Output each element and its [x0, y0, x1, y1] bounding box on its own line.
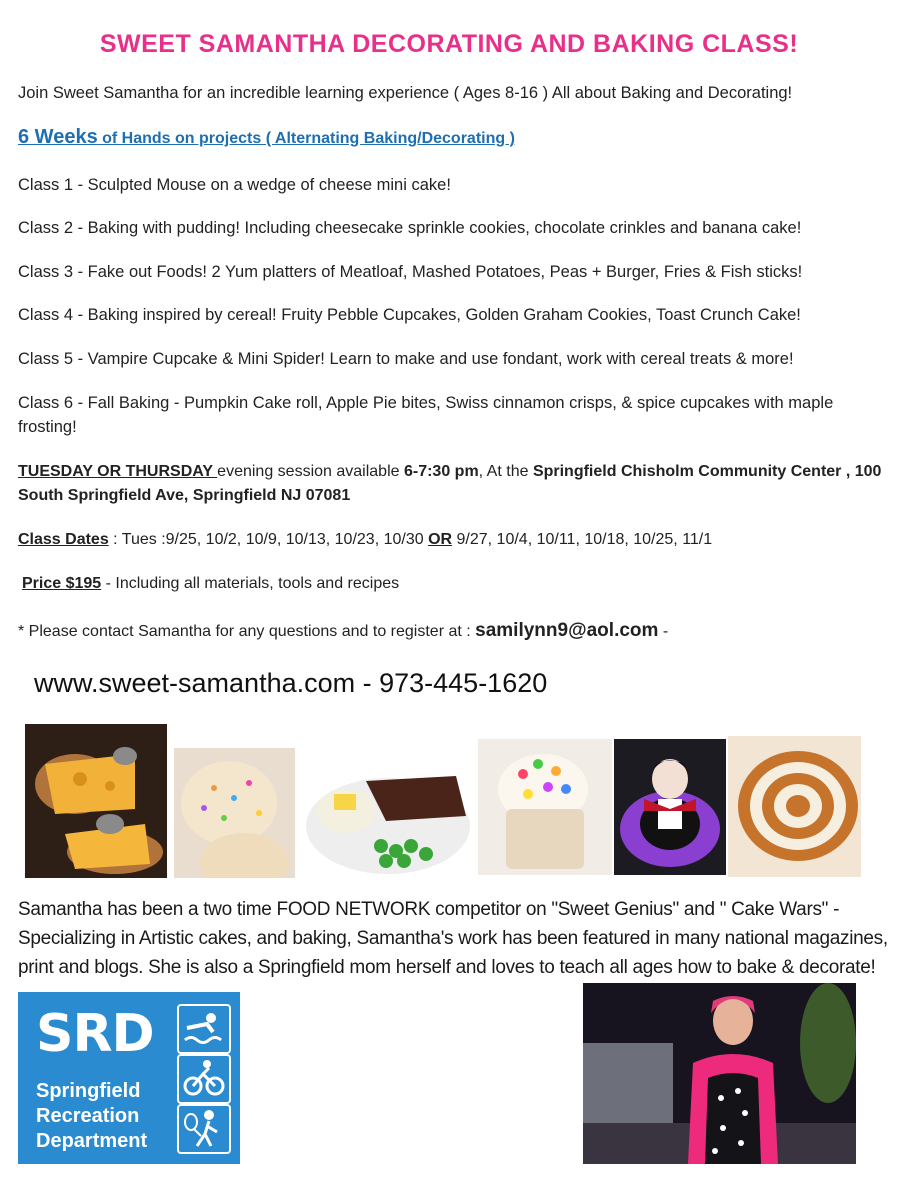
sprinkle-cookies-image — [174, 748, 295, 878]
fruity-pebble-cupcake-image — [478, 739, 612, 875]
tennis-icon — [177, 1104, 231, 1154]
pumpkin-roll-photo — [728, 736, 861, 877]
swim-icon — [177, 1004, 231, 1054]
price-label: Price $195 — [22, 575, 102, 592]
class-6: Class 6 - Fall Baking - Pumpkin Cake roll, Apple Pie bites, Swiss cinnamon crisps, & spice cupcakes with maple frosting! — [18, 394, 834, 436]
intro-text: Join Sweet Samantha for an incredible learning experience ( Ages 8-16 ) All about Baking and Decorating! — [18, 84, 793, 102]
contact-line — [18, 619, 668, 644]
class-3: Class 3 - Fake out Foods! 2 Yum platters of Meatloaf, Mashed Potatoes, Peas + Burger, Fries & Fish sticks! — [18, 263, 803, 281]
fruity-pebble-cupcake-photo — [478, 739, 612, 875]
samantha-image — [583, 983, 856, 1164]
logo-line-1: Springfield — [36, 1080, 141, 1102]
class-2: Class 2 - Baking with pudding! Including cheesecake sprinkle cookies, chocolate crinkles and banana cake! — [18, 219, 802, 237]
mouse-cheese-cake-photo — [25, 724, 167, 878]
class-5: Class 5 - Vampire Cupcake & Mini Spider! Learn to make and use fondant, work with cereal treats & more! — [18, 350, 794, 368]
contact-email[interactable]: samilynn9@aol.com — [475, 620, 659, 641]
weeks-heading — [18, 126, 515, 149]
bike-icon — [177, 1054, 231, 1104]
logo-abbr: SRD — [36, 1004, 154, 1064]
vampire-cupcake-photo — [614, 739, 726, 875]
weeks-description: of Hands on projects ( Alternating Baking/Decorating ) — [97, 130, 515, 147]
weeks-count: 6 Weeks — [18, 126, 98, 148]
session-at: , At the — [478, 463, 533, 480]
mouse-cheese-cake-image — [25, 724, 167, 878]
class-4: Class 4 - Baking inspired by cereal! Fruity Pebble Cupcakes, Golden Graham Cookies, Toast Crunch Cake! — [18, 306, 801, 324]
class-dates — [18, 528, 712, 552]
contact-text: * Please contact Samantha for any questions and to register at : — [18, 623, 476, 640]
price-line — [22, 572, 399, 596]
session-location: Springfield Chisholm Community Center , 100 South Springfield Ave, Springfield NJ 07081 — [18, 463, 882, 504]
price-text: - Including all materials, tools and recipes — [101, 575, 400, 592]
logo-name — [36, 1079, 147, 1154]
pumpkin-roll-image — [728, 736, 861, 877]
logo-line-3: Department — [36, 1130, 148, 1152]
samantha-photo — [583, 983, 856, 1164]
dates-label: Class Dates — [18, 531, 109, 548]
logo-line-2: Recreation — [36, 1105, 140, 1127]
fake-out-foods-image — [306, 766, 471, 874]
fake-out-foods-photo — [306, 766, 471, 874]
class-1: Class 1 - Sculpted Mouse on a wedge of cheese mini cake! — [18, 176, 451, 194]
dates-thurs: 9/27, 10/4, 10/11, 10/18, 10/25, 11/1 — [452, 531, 713, 548]
session-info — [18, 460, 888, 508]
srd-logo — [18, 992, 240, 1164]
sprinkle-cookies-photo — [174, 748, 295, 878]
page-title: SWEET SAMANTHA DECORATING AND BAKING CLASS! — [99, 30, 799, 58]
vampire-cupcake-image — [614, 739, 726, 875]
session-days: TUESDAY OR THURSDAY — [18, 463, 218, 480]
website-phone[interactable]: www.sweet-samantha.com - 973-445-1620 — [34, 668, 548, 698]
dates-tues: : Tues :9/25, 10/2, 10/9, 10/13, 10/23, 10/30 — [108, 531, 429, 548]
bio-text: Samantha has been a two time FOOD NETWORK competitor on "Sweet Genius" and " Cake Wars" - Specializing in Artistic cakes, and baking, Samantha's work has been featured in many national magazines, print and blogs. She is also a Springfield mom herself and loves to teach all ages how to bake & decorate! — [18, 899, 888, 978]
dates-or: OR — [428, 531, 453, 548]
session-text: evening session available — [217, 463, 404, 480]
session-time: 6-7:30 pm — [403, 463, 479, 480]
contact-tail: - — [658, 623, 669, 640]
